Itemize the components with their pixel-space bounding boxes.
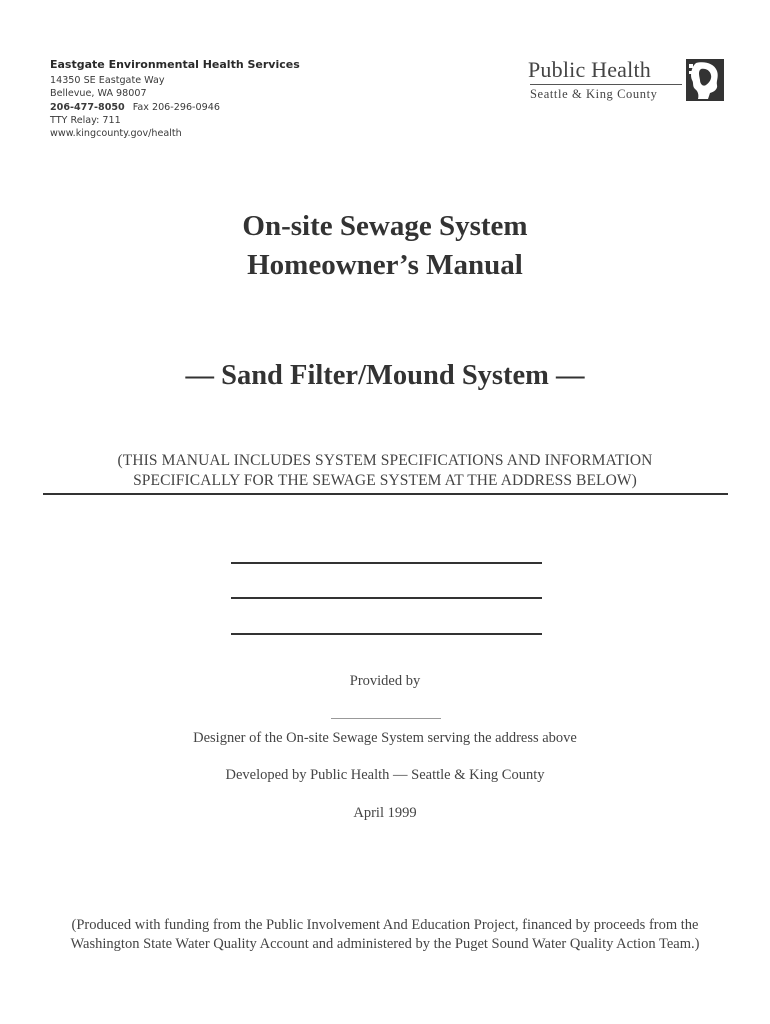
logo-subtitle: Seattle & King County [530,87,658,101]
organization-name: Eastgate Environmental Health Services [50,58,300,71]
provider-blank-line [331,718,441,719]
section-divider [43,493,728,495]
designer-caption: Designer of the On-site Sewage System serving the address above [193,730,577,746]
manual-title-line-1: On-site Sewage System [242,210,528,242]
note-line-1: (THIS MANUAL INCLUDES SYSTEM SPECIFICATIONS AND INFORMATION [117,452,653,469]
address-line-2: Bellevue, WA 98007 [50,88,147,100]
address-blank-line-1 [231,562,542,564]
public-health-logo [528,57,728,105]
provided-by-label: Provided by [349,673,421,689]
logo-divider [530,84,682,85]
website-link[interactable]: www.kingcounty.gov/health [50,128,182,140]
funding-statement [0,916,770,954]
developed-by-line: Developed by Public Health — Seattle & King County [225,767,545,783]
phone-fax-line [50,101,300,114]
phone-number: 206-477-8050 [50,101,125,113]
address-line-1: 14350 SE Eastgate Way [50,75,165,87]
funding-line-1: (Produced with funding from the Public Involvement And Education Project, financed by proceeds from the [71,917,699,933]
address-block [50,58,300,140]
tty-relay: TTY Relay: 711 [50,114,121,126]
address-blank-line-3 [231,633,542,635]
fax-number: Fax 206-296-0946 [132,101,220,113]
manual-title-line-2: Homeowner’s Manual [247,249,523,281]
funding-line-2: Washington State Water Quality Account and administered by the Puget Sound Water Quality Action Team.) [70,936,700,952]
publication-date: April 1999 [353,805,417,821]
specifications-note [0,451,770,491]
system-type-heading: — Sand Filter/Mound System — [185,360,585,391]
note-line-2: SPECIFICALLY FOR THE SEWAGE SYSTEM AT THE ADDRESS BELOW) [133,472,637,489]
logo-title: Public Health [528,57,651,82]
silhouette-portrait-icon [686,59,724,101]
address-blank-line-2 [231,597,542,599]
